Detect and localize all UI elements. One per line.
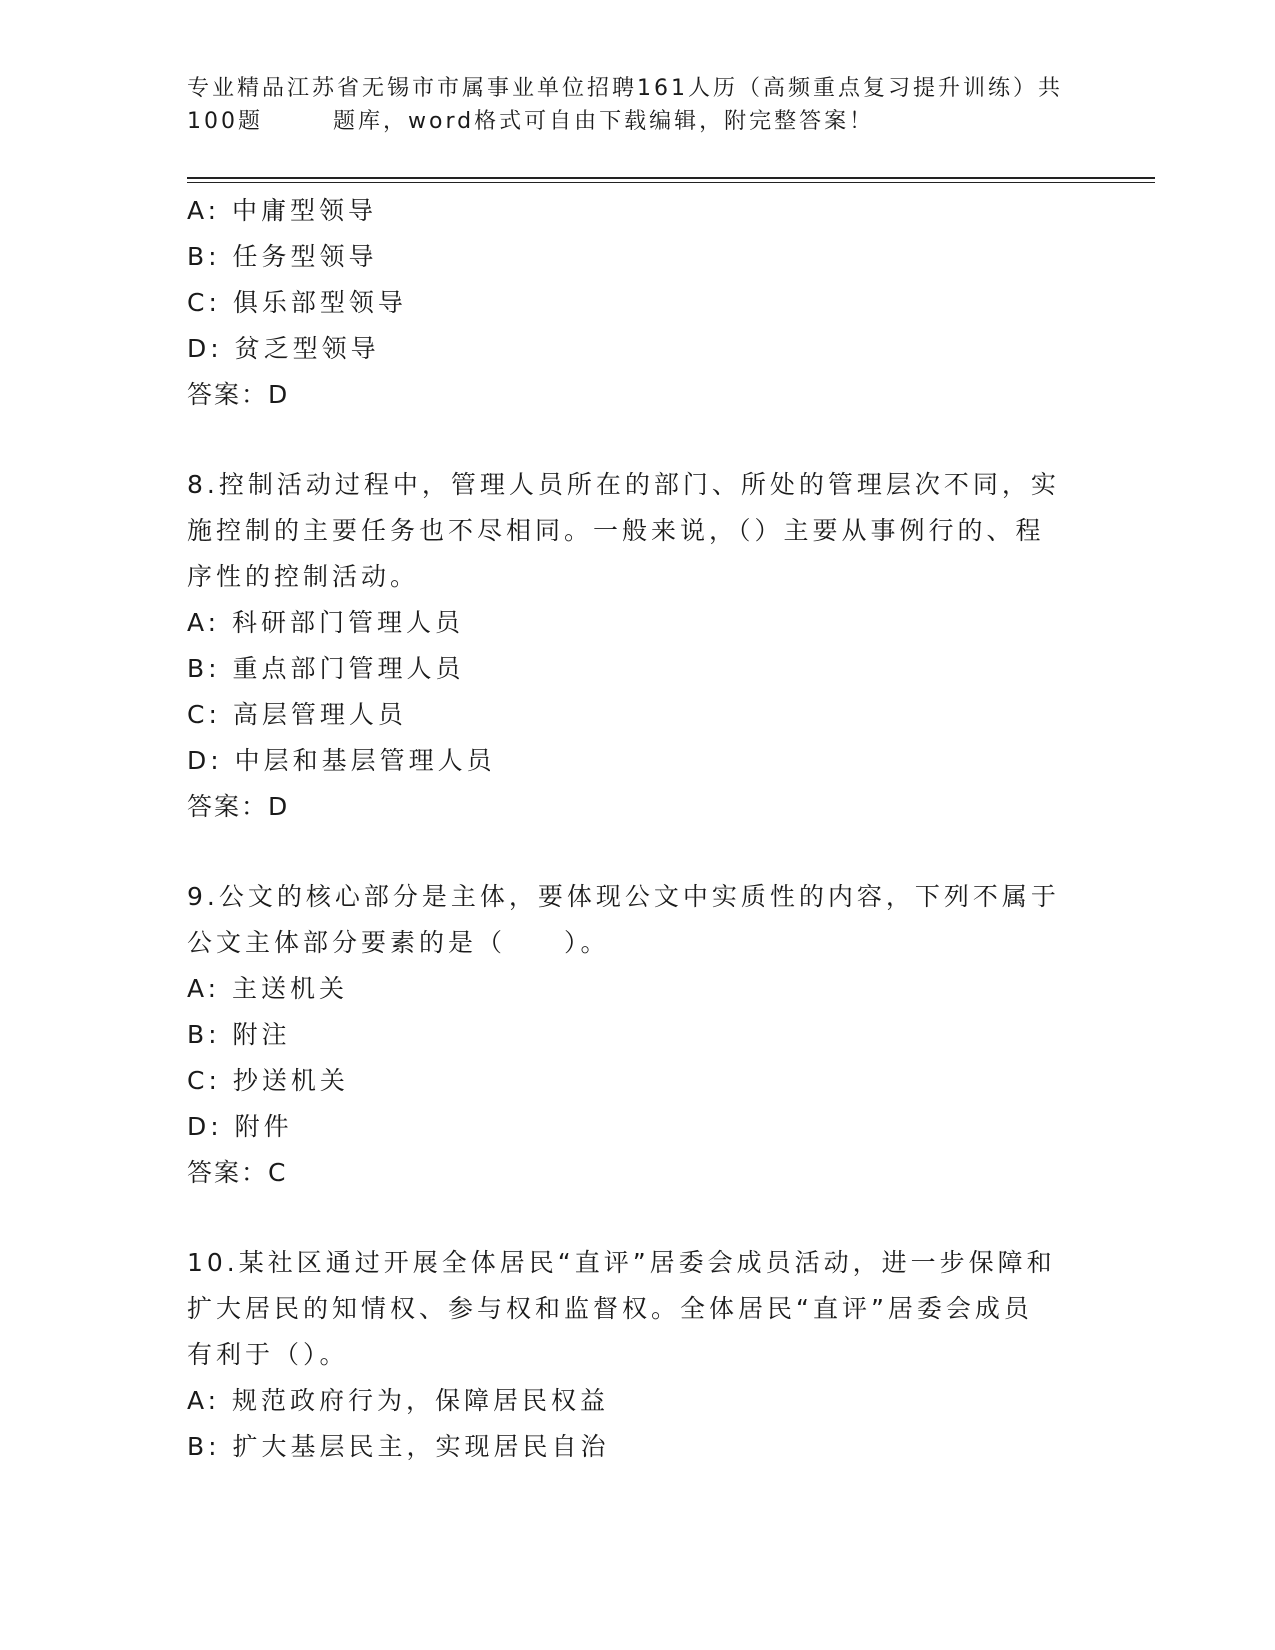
option-a: A: 主送机关 [187,974,349,1003]
answer: 答案：C [187,1158,288,1187]
option-b: B: 任务型领导 [187,242,378,271]
option-b: B: 扩大基层民主，实现居民自治 [187,1432,610,1461]
option-c: C: 抄送机关 [187,1066,349,1095]
header-line-1: 专业精品江苏省无锡市市属事业单位招聘161人历（高频重点复习提升训练）共 [187,76,1063,101]
option-b: B: 重点部门管理人员 [187,654,465,683]
question-7 [187,188,1087,418]
answer: 答案：D [187,380,290,409]
option-d: D: 中层和基层管理人员 [187,746,496,775]
question-text-line: 8.控制活动过程中，管理人员所在的部门、所处的管理层次不同，实 [187,470,1060,499]
question-list [187,188,1087,1470]
option-d: D: 贫乏型领导 [187,334,380,363]
option-c: C: 俱乐部型领导 [187,288,407,317]
header-line-2 [187,105,1067,138]
question-text-line: 有利于（）。 [187,1340,349,1369]
question-text-line: 10.某社区通过开展全体居民“直评”居委会成员活动，进一步保障和 [187,1248,1056,1277]
header-divider-thick [187,177,1155,179]
answer: 答案：D [187,792,290,821]
question-9 [187,874,1087,1196]
option-d: D: 附件 [187,1112,293,1141]
option-a: A: 规范政府行为，保障居民权益 [187,1386,610,1415]
question-text-line: 9.公文的核心部分是主体，要体现公文中实质性的内容，下列不属于 [187,882,1060,911]
question-text-line: 公文主体部分要素的是（ ）。 [187,928,610,957]
header-description: 题库，word格式可自由下载编辑，附完整答案！ [333,109,875,134]
question-text-line: 序性的控制活动。 [187,562,420,591]
option-a: A: 中庸型领导 [187,196,378,225]
header-question-count: 100题 [187,109,263,134]
question-10 [187,1240,1087,1470]
question-8 [187,462,1087,830]
question-text-line: 施控制的主要任务也不尽相同。一般来说，（）主要从事例行的、程 [187,516,1045,545]
option-b: B: 附注 [187,1020,291,1049]
header-divider-thin [187,182,1155,183]
option-a: A: 科研部门管理人员 [187,608,465,637]
option-c: C: 高层管理人员 [187,700,407,729]
document-header [187,72,1067,138]
question-text-line: 扩大居民的知情权、参与权和监督权。全体居民“直评”居委会成员 [187,1294,1033,1323]
